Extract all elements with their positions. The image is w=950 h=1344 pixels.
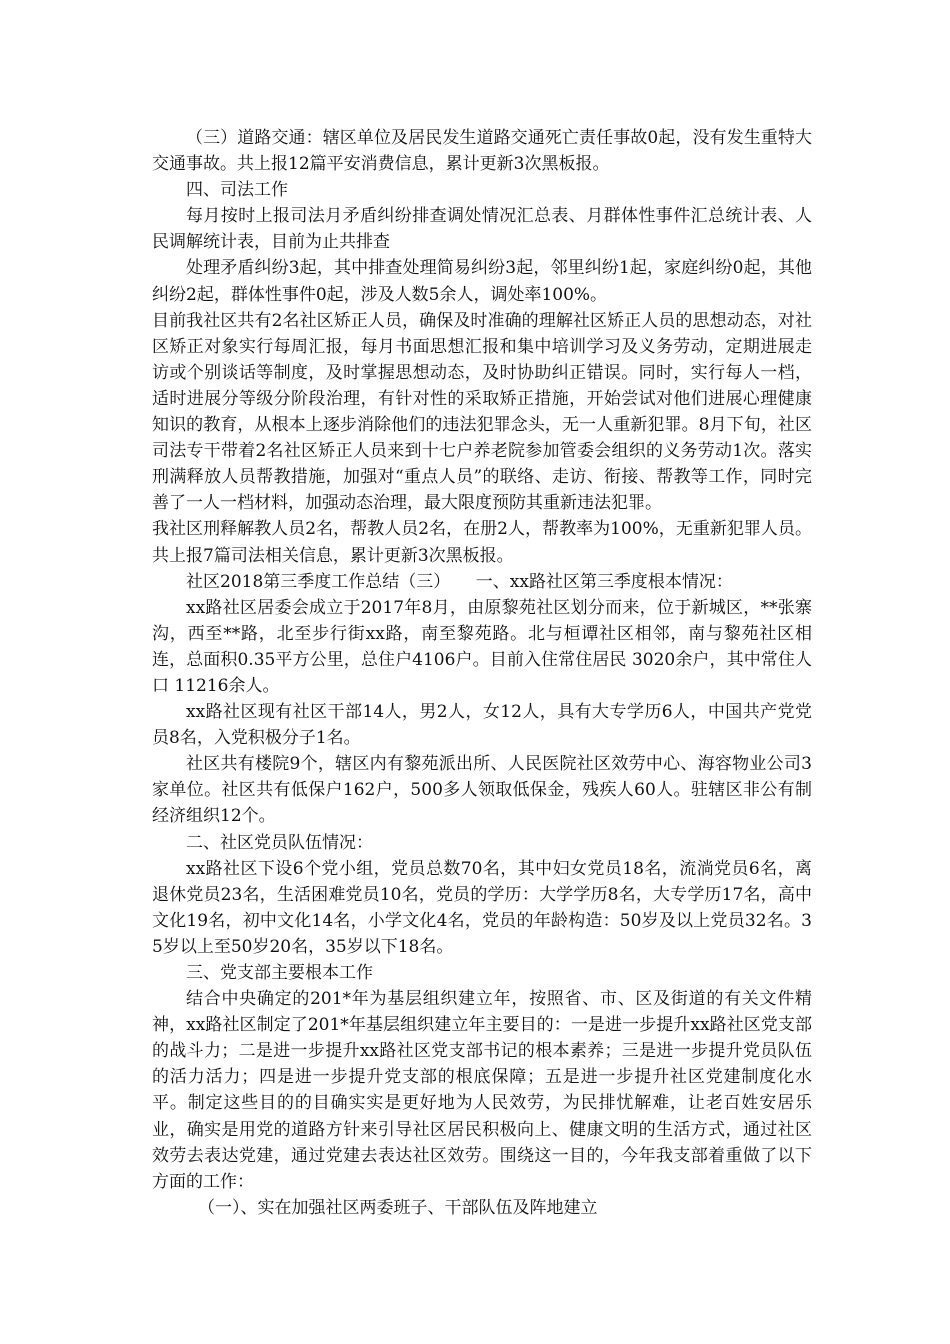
paragraph-released-persons: 我社区刑释解教人员2名，帮教人员2名，在册2人，帮教率为100%，无重新犯罪人员。共上报7篇司法相关信息，累计更新3次黑板报。: [152, 519, 812, 566]
paragraph-monthly-report: 每月按时上报司法月矛盾纠纷排查调处情况汇总表、月群体性事件汇总统计表、人民调解统计表，目前为止共排查: [152, 206, 812, 253]
heading-party-branch-work: 三、党支部主要根本工作: [186, 963, 373, 983]
heading-judicial-work: 四、司法工作: [186, 180, 288, 201]
paragraph-community-correction: 目前我社区共有2名社区矫正人员，确保及时准确的理解社区矫正人员的思想动态，对社区矫正对象实行每周汇报，每月书面思想汇报和集中培训学习及义务劳动，定期进展走访或个别谈话等制度，及时掌握思想动态，及时协助纠正错误。同时，实行每人一档，适时进展分等级分阶段治理，有针对性的采取矫正措施，开始尝试对他们进展心理健康知识的教育，从根本上逐步消除他们的违法犯罪念头，无一人重新犯罪。8月下旬，社区司法专干带着2名社区矫正人员来到十七户养老院参加管委会组织的义务劳动1次。落实刑满释放人员帮教措施，加强对“重点人员”的联络、走访、衔接、帮教等工作，同时完善了一人一档材料，加强动态治理，最大限度预防其重新违法犯罪。: [152, 310, 812, 514]
paragraph-buildings-units: 社区共有楼院9个，辖区内有黎苑派出所、人民医院社区效劳中心、海容物业公司3家单位。社区共有低保户162户，500多人领取低保金，残疾人60人。驻辖区非公有制经济组织12个。: [152, 754, 812, 827]
paragraph-road-traffic: （三）道路交通：辖区单位及居民发生道路交通死亡责任事故0起，没有发生重特大交通事故。共上报12篇平安消费信息，累计更新3次黑板报。: [152, 128, 812, 175]
paragraph-party-members-stats: xx路社区下设6个党小组，党员总数70名，其中妇女党员18名，流淌党员6名，离退休党员23名，生活困难党员10名，党员的学历：大学学历8名，大专学历17名，高中文化19名，初中文化14名，小学文化4名，党员的年龄构造：50岁及以上党员32名。35岁以上至50岁20名，35岁以下18名。: [152, 858, 812, 957]
heading-party-members: 二、社区党员队伍情况：: [186, 832, 373, 853]
heading-q3-summary: 社区2018第三季度工作总结（三） 一、xx路社区第三季度根本情况：: [186, 571, 733, 592]
paragraph-community-overview: xx路社区居委会成立于2017年8月，由原黎苑社区划分而来，位于新城区，**张寨沟，西至**路，北至步行街xx路，南至黎苑路。北与桓谭社区相邻，南与黎苑社区相连，总面积0.35平方公里，总住户4106户。目前入住常住居民 3020余户，其中常住人口 11216余人。: [152, 597, 812, 696]
heading-subsection-one: （一）、实在加强社区两委班子、干部队伍及阵地建立: [198, 1197, 598, 1218]
paragraph-branch-goals: 结合中央确定的201*年为基层组织建立年，按照省、市、区及街道的有关文件精神，xx路社区制定了201*年基层组织建立年主要目的：一是进一步提升xx路社区党支部的战斗力；二是进一步提升xx路社区党支部书记的根本素养；三是进一步提升党员队伍的活力活力；四是进一步提升党支部的根底保障；五是进一步提升社区党建制度化水平。制定这些目的的目确实实是更好地为人民效劳，为民排忧解难，让老百姓安居乐业，确实是用党的道路方针来引导社区居民积极向上、健康文明的生活方式，通过社区效劳去表达党建，通过党建去表达社区效劳。围绕这一目的，今年我支部着重做了以下方面的工作：: [152, 989, 812, 1192]
paragraph-dispute-handling: 处理矛盾纠纷3起，其中排查处理简易纠纷3起，邻里纠纷1起，家庭纠纷0起，其他纠纷2起，群体性事件0起，涉及人数5余人，调处率100%。: [152, 258, 812, 305]
paragraph-community-staff: xx路社区现有社区干部14人，男2人，女12人，具有大专学历6人，中国共产党党员8名，入党积极分子1名。: [152, 702, 812, 749]
document-page: [152, 125, 812, 1221]
